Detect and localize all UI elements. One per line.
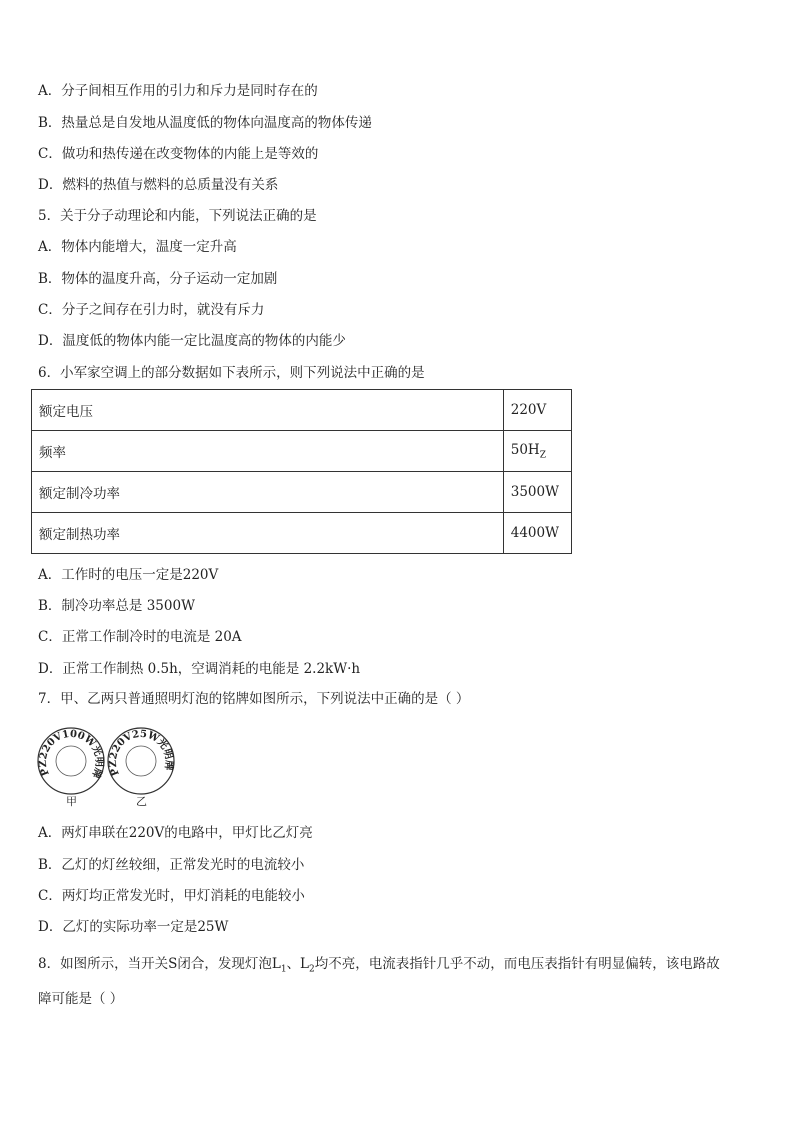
q8-stem-line1: [38, 955, 720, 979]
table-row: [32, 513, 572, 554]
q7-stem: 7．甲、乙两只普通照明灯泡的铭牌如图所示，下列说法中正确的是（ ）: [38, 691, 470, 707]
q6-option-a: A．工作时的电压一定是220V: [38, 567, 219, 583]
q6-stem: 6．小军家空调上的部分数据如下表所示，则下列说法中正确的是: [38, 365, 425, 381]
bulb-a-label: 甲: [66, 795, 77, 808]
bulb-b-ring-text: PZ220V25W光明牌: [107, 728, 175, 778]
q6-option-c: C．正常工作制冷时的电流是 20A: [38, 629, 242, 645]
q8-stem-part3: 均不亮，电流表指针几乎不动，而电压表指针有明显偏转，该电路故: [314, 956, 720, 972]
q4-option-a: A．分子间相互作用的引力和斥力是同时存在的: [38, 83, 318, 99]
q5-stem: 5．关于分子动理论和内能，下列说法正确的是: [38, 208, 317, 224]
q4-option-c: C．做功和热传递在改变物体的内能上是等效的: [38, 146, 319, 162]
bulb-b-label: 乙: [136, 795, 147, 808]
q6-option-b: B．制冷功率总是 3500W: [38, 598, 195, 614]
q6-option-d: D．正常工作制热 0.5h，空调消耗的电能是 2.2kW·h: [38, 661, 361, 677]
table-cell-value: 4400W: [503, 513, 571, 554]
q7-option-d: D．乙灯的实际功率一定是25W: [38, 919, 229, 935]
table-row: [32, 472, 572, 513]
table-cell-label: 频率: [32, 431, 504, 472]
q7-option-a: A．两灯串联在220V的电路中，甲灯比乙灯亮: [38, 825, 313, 841]
table-cell-value: 220V: [503, 390, 571, 431]
spec-table: [31, 389, 572, 554]
table-cell-label: 额定电压: [32, 390, 504, 431]
table-row: [32, 390, 572, 431]
q8-stem-part1: 8．如图所示，当开关S闭合，发现灯泡L: [38, 956, 281, 972]
q4-option-b: B．热量总是自发地从温度低的物体向温度高的物体传递: [38, 115, 372, 131]
q5-option-a: A．物体内能增大，温度一定升高: [38, 239, 237, 255]
q5-option-c: C．分子之间存在引力时，就没有斥力: [38, 302, 265, 318]
l2-subscript: 2: [309, 964, 315, 975]
table-cell-label: 额定制热功率: [32, 513, 504, 554]
q8-stem-line2: 障可能是（ ）: [38, 991, 124, 1007]
bulb-a-ring-text: PZ220V100W光明牌: [37, 728, 105, 780]
q7-option-c: C．两灯均正常发光时，甲灯消耗的电能较小: [38, 888, 305, 904]
table-cell-value: [503, 431, 571, 472]
table-row: [32, 431, 572, 472]
bulb-a-inner-ring: [56, 746, 86, 776]
table-cell-value: 3500W: [503, 472, 571, 513]
q7-option-b: B．乙灯的灯丝较细，正常发光时的电流较小: [38, 857, 305, 873]
bulb-b-inner-ring: [126, 746, 156, 776]
q4-option-d: D．燃料的热值与燃料的总质量没有关系: [38, 177, 279, 193]
q8-stem-part2: 、L: [286, 956, 310, 972]
frequency-subscript: Z: [539, 450, 546, 461]
bulb-nameplates-svg: [36, 721, 176, 811]
table-cell-label: 额定制冷功率: [32, 472, 504, 513]
q5-option-b: B．物体的温度升高，分子运动一定加剧: [38, 271, 278, 287]
q5-option-d: D．温度低的物体内能一定比温度高的物体的内能少: [38, 333, 346, 349]
l1-subscript: 1: [280, 964, 287, 975]
bulb-nameplates-figure: [36, 721, 176, 811]
frequency-value: 50H: [510, 441, 540, 458]
